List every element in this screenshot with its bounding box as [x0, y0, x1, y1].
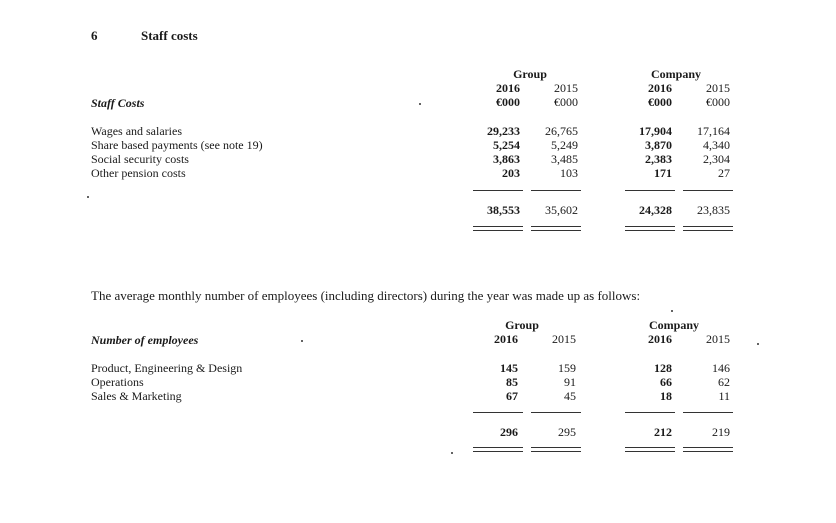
row-label: Sales & Marketing	[91, 389, 182, 403]
company-2016-header: 2016	[648, 81, 672, 95]
employees-group-2015-header: 2015	[552, 332, 576, 346]
subtotal-rule	[625, 412, 675, 413]
table-row	[0, 152, 836, 166]
employees-group-2016-header: 2016	[494, 332, 518, 346]
cell-g2015: 159	[558, 361, 576, 375]
cell-c2015: 11	[718, 389, 730, 403]
cell-c2015: 27	[718, 166, 730, 180]
company-2015-currency: €000	[706, 95, 730, 109]
cell-c2016: 66	[660, 375, 672, 389]
cell-c2016: 171	[654, 166, 672, 180]
section-number: 6	[91, 28, 98, 43]
subtotal-rule	[531, 412, 581, 413]
cell-c2015: 146	[712, 361, 730, 375]
company-header: Company	[650, 67, 701, 81]
company-2016-currency: €000	[648, 95, 672, 109]
total-g2015: 35,602	[545, 203, 578, 217]
cell-c2016: 18	[660, 389, 672, 403]
group-2015-currency: €000	[554, 95, 578, 109]
total-row	[0, 425, 836, 439]
total-double-rule	[625, 447, 675, 452]
total-c2015: 219	[712, 425, 730, 439]
total-double-rule	[625, 226, 675, 231]
cell-c2016: 2,383	[645, 152, 672, 166]
total-double-rule	[683, 447, 733, 452]
group-header: Group	[513, 67, 547, 81]
cell-g2015: 5,249	[551, 138, 578, 152]
subtotal-rule	[473, 412, 523, 413]
table-row	[0, 375, 836, 389]
total-c2015: 23,835	[697, 203, 730, 217]
cell-g2016: 85	[506, 375, 518, 389]
total-g2015: 295	[558, 425, 576, 439]
table-row	[0, 138, 836, 152]
cell-c2015: 62	[718, 375, 730, 389]
row-label: Operations	[91, 375, 144, 389]
subtotal-rule	[683, 412, 733, 413]
employees-group-header: Group	[505, 318, 539, 332]
cell-g2016: 145	[500, 361, 518, 375]
cell-c2015: 4,340	[703, 138, 730, 152]
total-c2016: 24,328	[639, 203, 672, 217]
table-row	[0, 389, 836, 403]
row-label: Wages and salaries	[91, 124, 182, 138]
cell-g2015: 91	[564, 375, 576, 389]
subtotal-rule	[683, 190, 733, 191]
employees-intro: The average monthly number of employees (including directors) during the year was made up as follows:	[91, 288, 641, 303]
total-double-rule	[531, 447, 581, 452]
scan-speck	[87, 196, 89, 198]
row-label: Share based payments (see note 19)	[91, 138, 263, 152]
employees-company-2015-header: 2015	[706, 332, 730, 346]
employees-company-2016-header: 2016	[648, 332, 672, 346]
subtotal-rule	[625, 190, 675, 191]
cell-g2016: 29,233	[487, 124, 520, 138]
group-2016-header: 2016	[496, 81, 520, 95]
subtotal-rule	[473, 190, 523, 191]
cell-g2015: 26,765	[545, 124, 578, 138]
total-g2016: 38,553	[487, 203, 520, 217]
cell-c2016: 3,870	[645, 138, 672, 152]
total-double-rule	[531, 226, 581, 231]
cell-g2016: 3,863	[493, 152, 520, 166]
scan-speck	[671, 310, 673, 312]
cell-c2015: 2,304	[703, 152, 730, 166]
total-double-rule	[473, 226, 523, 231]
scan-speck	[301, 340, 303, 342]
cell-g2015: 103	[560, 166, 578, 180]
group-2015-header: 2015	[554, 81, 578, 95]
total-double-rule	[473, 447, 523, 452]
cell-g2016: 67	[506, 389, 518, 403]
scan-speck	[757, 343, 759, 345]
scan-speck	[419, 103, 421, 105]
row-label: Product, Engineering & Design	[91, 361, 243, 375]
employees-label: Number of employees	[91, 333, 199, 347]
total-g2016: 296	[500, 425, 518, 439]
cell-g2016: 203	[502, 166, 520, 180]
group-2016-currency: €000	[496, 95, 520, 109]
total-c2016: 212	[654, 425, 672, 439]
cell-c2016: 17,904	[639, 124, 672, 138]
scan-speck	[451, 452, 453, 454]
row-label: Other pension costs	[91, 166, 186, 180]
company-2015-header: 2015	[706, 81, 730, 95]
subtotal-rule	[531, 190, 581, 191]
cell-g2016: 5,254	[493, 138, 520, 152]
row-label: Social security costs	[91, 152, 189, 166]
total-row	[0, 203, 836, 217]
table-row	[0, 124, 836, 138]
employees-company-header: Company	[648, 318, 699, 332]
cell-g2015: 3,485	[551, 152, 578, 166]
table-row	[0, 361, 836, 375]
cell-g2015: 45	[564, 389, 576, 403]
table-row	[0, 166, 836, 180]
total-double-rule	[683, 226, 733, 231]
section-title: Staff costs	[141, 28, 198, 43]
cell-c2015: 17,164	[697, 124, 730, 138]
cell-c2016: 128	[654, 361, 672, 375]
staff-costs-label: Staff Costs	[91, 96, 145, 110]
